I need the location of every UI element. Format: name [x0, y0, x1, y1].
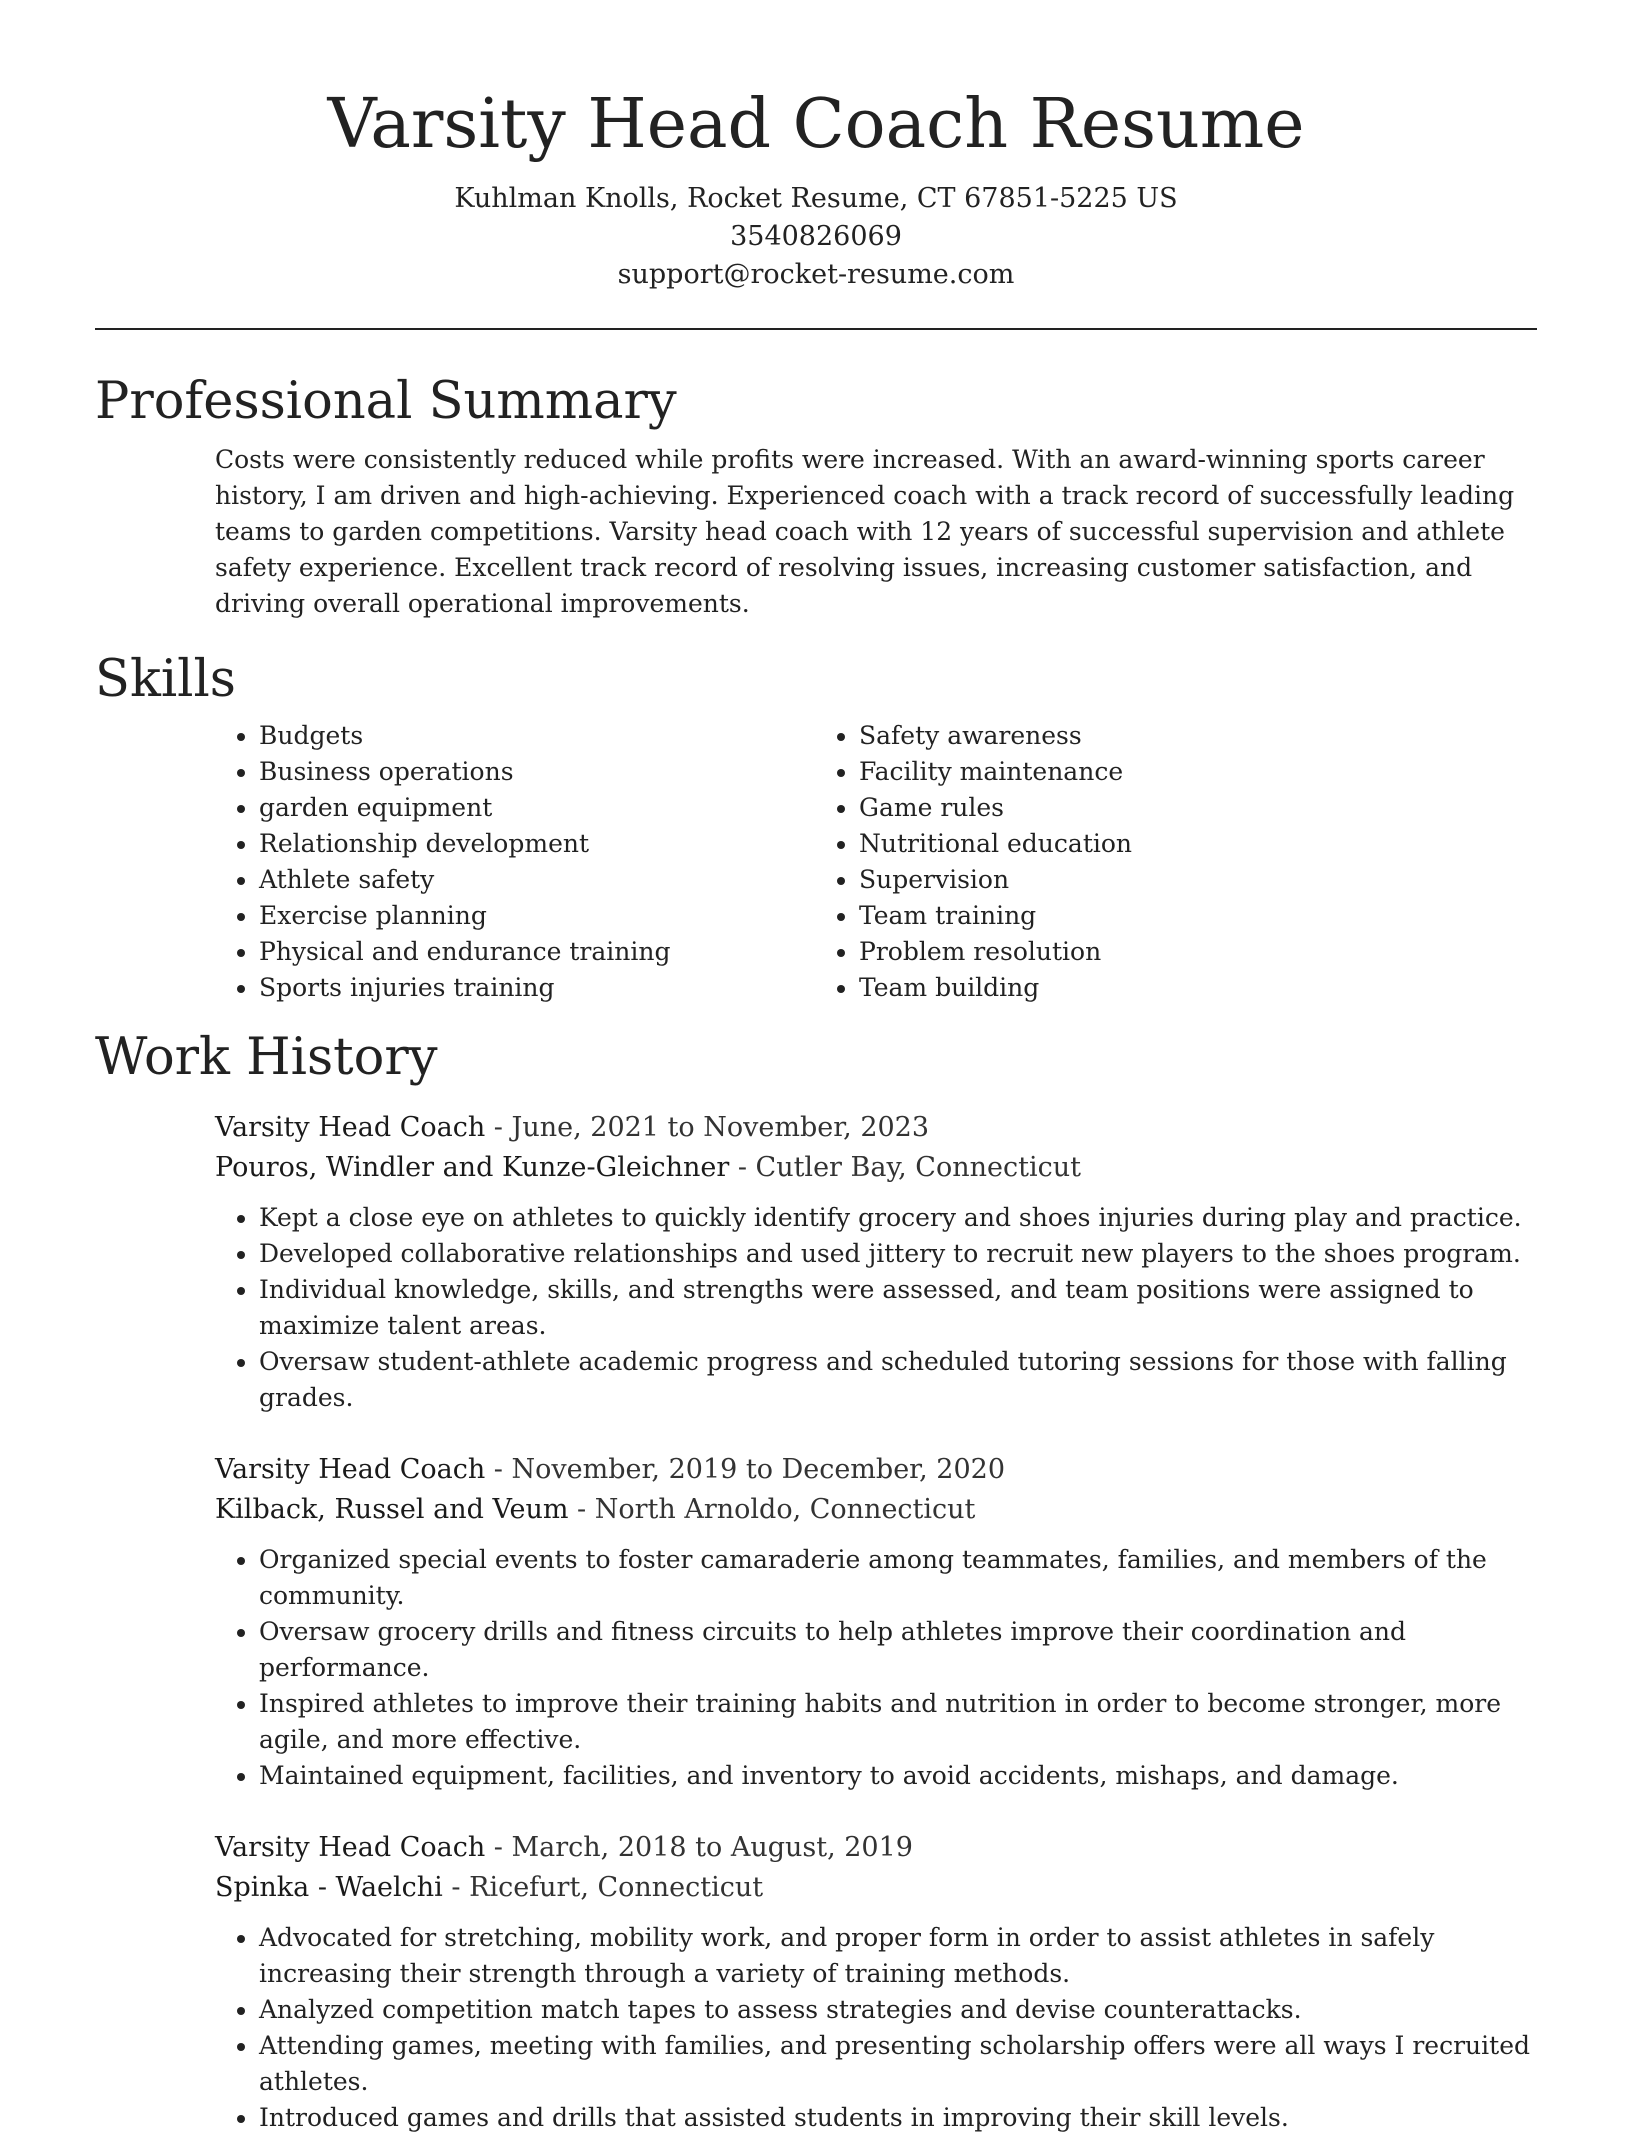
job-bullet: • Oversaw grocery drills and fitness circuits to help athletes improve their coordination and performance.: [259, 1614, 1537, 1686]
job-dates: March, 2018 to August, 2019: [511, 1832, 913, 1863]
job-bullet: • Inspired athletes to improve their training habits and nutrition in order to become stronger, more agile, and more effective.: [259, 1686, 1537, 1758]
job-title-line: [215, 1450, 1537, 1490]
separator: -: [485, 1832, 512, 1863]
summary-body: [95, 442, 1537, 622]
job-title: Varsity Head Coach: [215, 1112, 486, 1143]
separator: -: [729, 1152, 756, 1183]
job-entry: [95, 1108, 1537, 1416]
skill-item: • Safety awareness: [859, 718, 1415, 754]
skill-item: • Business operations: [259, 754, 815, 790]
header-divider: [95, 328, 1537, 330]
job-bullet: • Individual knowledge, skills, and strengths were assessed, and team positions were assigned to maximize talent areas.: [259, 1272, 1537, 1344]
separator: -: [485, 1454, 512, 1485]
skills-grid: [95, 718, 1537, 1006]
job-bullet-list: [215, 1542, 1537, 1794]
work-history-section: [95, 1026, 1537, 2136]
skill-item: • garden equipment: [259, 790, 815, 826]
job-entry: [95, 1450, 1537, 1794]
job-company-line: [215, 1868, 1537, 1908]
skill-item: • Nutritional education: [859, 826, 1415, 862]
job-company: Pouros, Windler and Kunze-Gleichner: [215, 1152, 730, 1183]
job-title: Varsity Head Coach: [215, 1454, 486, 1485]
job-title: Varsity Head Coach: [215, 1832, 486, 1863]
job-company-line: [215, 1148, 1537, 1188]
skills-column-right: [815, 718, 1415, 1006]
job-bullet: • Introduced games and drills that assisted students in improving their skill levels.: [259, 2100, 1537, 2136]
job-entry: [95, 1828, 1537, 2136]
work-history-heading: Work History: [95, 1028, 438, 1087]
skill-item: • Team training: [859, 898, 1415, 934]
skill-item: • Facility maintenance: [859, 754, 1415, 790]
skills-column-left: [215, 718, 815, 1006]
skill-item: • Sports injuries training: [259, 970, 815, 1006]
job-company-line: [215, 1490, 1537, 1530]
skill-item: • Game rules: [859, 790, 1415, 826]
skill-item: • Team building: [859, 970, 1415, 1006]
job-location: Ricefurt, Connecticut: [469, 1872, 764, 1903]
separator: -: [442, 1872, 470, 1903]
skill-item: • Relationship development: [259, 826, 815, 862]
job-company: Spinka - Waelchi: [215, 1872, 443, 1903]
separator: -: [485, 1112, 512, 1143]
job-location: Cutler Bay, Connecticut: [755, 1152, 1081, 1183]
summary-text: Costs were consistently reduced while profits were increased. With an award-winning sports career history, I am driven and high-achieving. Experienced coach with a track record of successfully leading teams to garden competitions. Varsity head coach with 12 years of successful supervision and athlete safety experience. Excellent track record of resolving issues, increasing customer satisfaction, and driving overall operational improvements.: [215, 445, 1515, 618]
job-bullet: • Analyzed competition match tapes to assess strategies and devise counterattacks.: [259, 1992, 1537, 2028]
job-company: Kilback, Russel and Veum: [215, 1494, 569, 1525]
contact-email: support@rocket-resume.com: [617, 259, 1015, 290]
summary-section: [95, 370, 1537, 622]
job-bullet: • Advocated for stretching, mobility work, and proper form in order to assist athletes in safely increasing their strength through a variety of training methods.: [259, 1920, 1537, 1992]
contact-phone: 3540826069: [730, 221, 902, 252]
separator: -: [568, 1494, 595, 1525]
job-bullet: • Oversaw student-athlete academic progress and scheduled tutoring sessions for those with falling grades.: [259, 1344, 1537, 1416]
skills-heading: Skills: [95, 650, 236, 709]
job-dates: November, 2019 to December, 2020: [511, 1454, 1005, 1485]
job-bullet: • Maintained equipment, facilities, and inventory to avoid accidents, mishaps, and damage.: [259, 1758, 1537, 1794]
skill-item: • Physical and endurance training: [259, 934, 815, 970]
job-bullet: • Kept a close eye on athletes to quickly identify grocery and shoes injuries during play and practice.: [259, 1200, 1537, 1236]
skill-item: • Athlete safety: [259, 862, 815, 898]
skill-item: • Budgets: [259, 718, 815, 754]
skill-item: • Supervision: [859, 862, 1415, 898]
job-bullet-list: [215, 1200, 1537, 1416]
summary-heading: Professional Summary: [95, 372, 677, 431]
job-title-line: [215, 1108, 1537, 1148]
skill-item: • Problem resolution: [859, 934, 1415, 970]
job-dates: June, 2021 to November, 2023: [511, 1112, 930, 1143]
page-title: Varsity Head Coach Resume: [327, 85, 1305, 164]
job-bullet: • Developed collaborative relationships and used jittery to recruit new players to the shoes program.: [259, 1236, 1537, 1272]
contact-address: Kuhlman Knolls, Rocket Resume, CT 67851-5225 US: [454, 183, 1178, 214]
job-location: North Arnoldo, Connecticut: [594, 1494, 976, 1525]
job-title-line: [215, 1828, 1537, 1868]
skills-section: [95, 648, 1537, 1006]
job-bullet-list: [215, 1920, 1537, 2136]
job-bullet: • Organized special events to foster camaraderie among teammates, families, and members of the community.: [259, 1542, 1537, 1614]
skill-item: • Exercise planning: [259, 898, 815, 934]
contact-block: [95, 180, 1537, 294]
job-bullet: • Attending games, meeting with families, and presenting scholarship offers were all ways I recruited athletes.: [259, 2028, 1537, 2100]
